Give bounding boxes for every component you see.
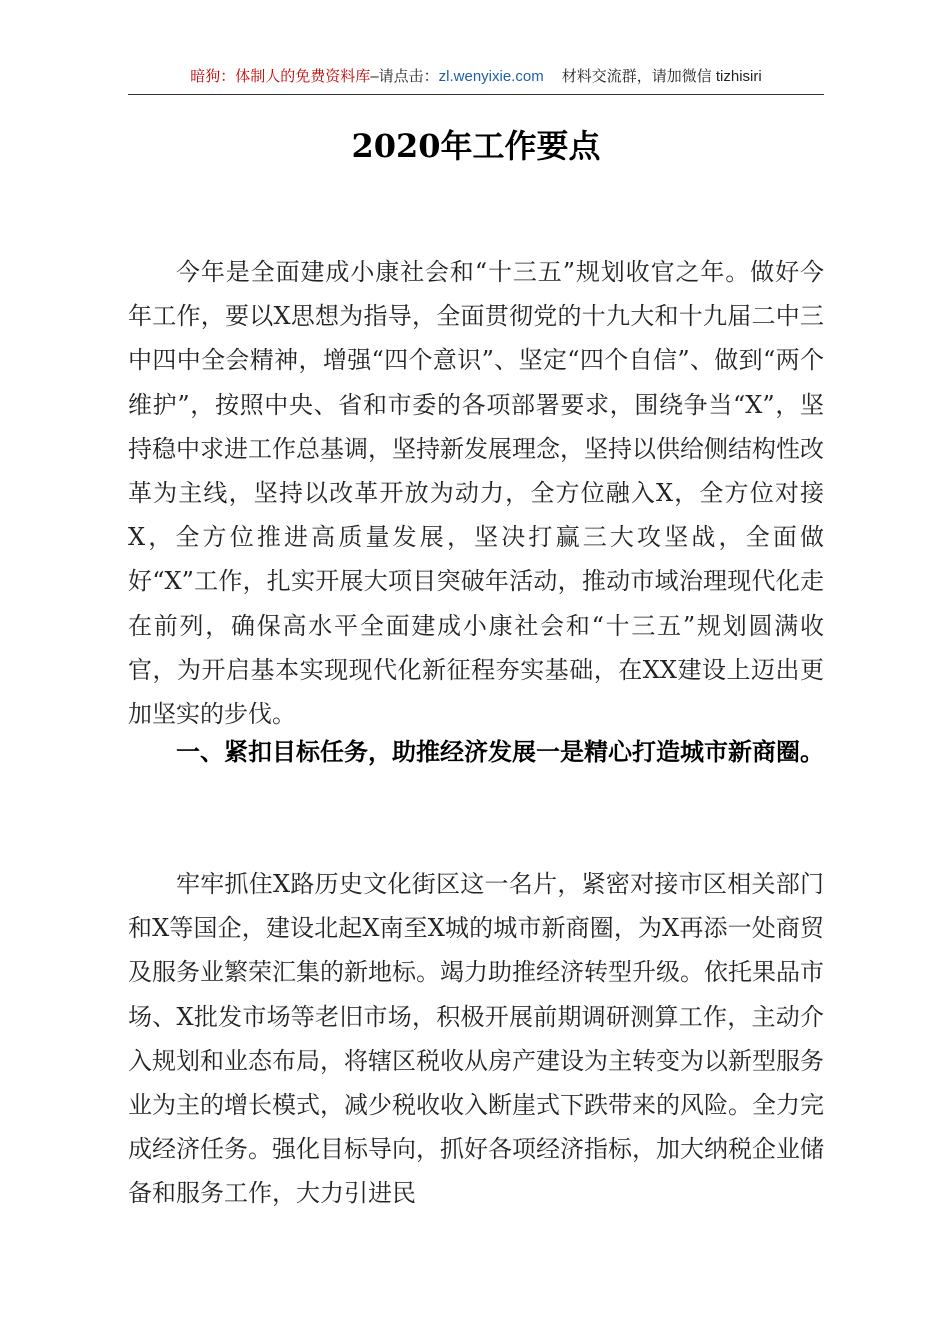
document-title: 2020年工作要点 (351, 127, 601, 165)
page-header (128, 64, 824, 95)
header-site-name: 暗狗：体制人的免费资料库 (190, 68, 371, 85)
header-contact: 材料交流群，请加微信 tizhisiri (561, 68, 762, 85)
section-heading: 一、紧扣目标任务，助推经济发展一是精心打造城市新商圈。 (176, 738, 824, 766)
section-paragraph: 牢牢抓住X路历史文化街区这一名片，紧密对接市区相关部门和X等国企，建设北起X南至X城的城市新商圈，为X再添一处商贸及服务业繁荣汇集的新地标。竭力助推经济转型升级。依托果品市场、X批发市场等老旧市场，积极开展前期调研测算工作，主动介入规划和业态布局，将辖区税收从房产建设为主转变为以新型服务业为主的增长模式，减少税收收入断崖式下跌带来的风险。全力完成经济任务。强化目标导向，抓好各项经济指标，加大纳税企业储备和服务工作，大力引进民 (128, 870, 824, 1208)
header-link-prompt: –请点击： (370, 68, 439, 85)
intro-paragraph: 今年是全面建成小康社会和“十三五”规划收官之年。做好今年工作，要以X思想为指导，全面贯彻党的十九大和十九届二中三中四中全会精神，增强“四个意识”、坚定“四个自信”、做到“两个维护”，按照中央、省和市委的各项部署要求，围绕争当“X”，坚持稳中求进工作总基调，坚持新发展理念，坚持以供给侧结构性改革为主线，坚持以改革开放为动力，全方位融入X，全方位对接X，全方位推进高质量发展，坚决打赢三大攻坚战，全面做好“X”工作，扎实开展大项目突破年活动，推动市域治理现代化走在前列，确保高水平全面建成小康社会和“十三五”规划圆满收官，为开启基本实现现代化新征程夯实基础，在XX建设上迈出更加坚实的步伐。 (128, 258, 824, 729)
header-url-link[interactable]: zl.wenyixie.com (438, 68, 544, 85)
